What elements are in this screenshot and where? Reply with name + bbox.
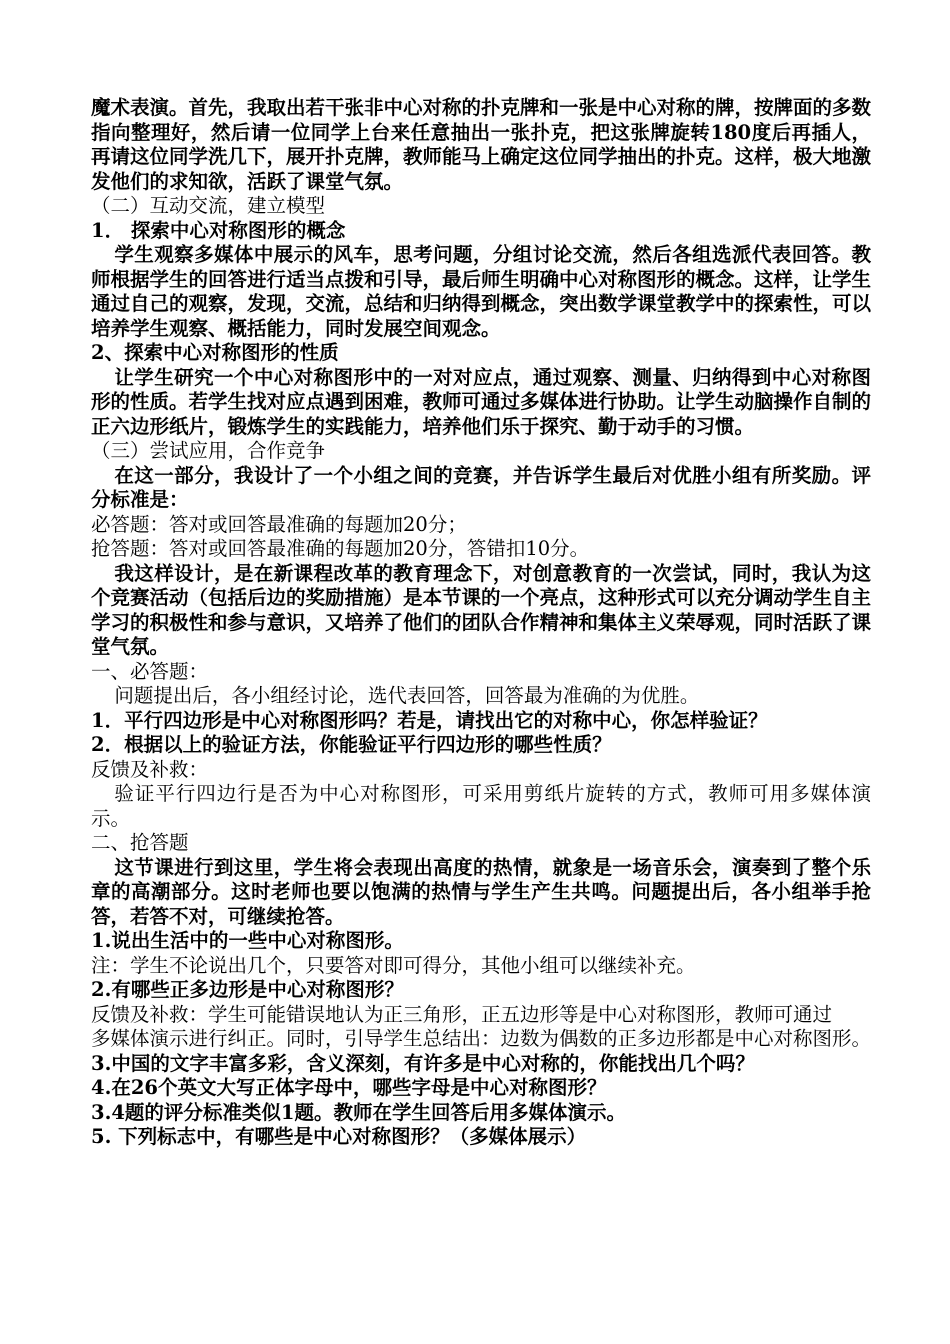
heading-interaction: （二）互动交流，建立模型 <box>91 194 326 217</box>
paragraph-feedback-verify: 验证平行四边行是否为中心对称图形，可采用剪纸片旋转的方式，教师可用多媒体演示。 <box>91 782 871 830</box>
heading-rush-questions: 二、抢答题 <box>91 831 189 854</box>
rule-rush: 抢答题：答对或回答最准确的每题加20分，答错扣10分。 <box>91 537 590 560</box>
question-rush-3: 3.中国的文字丰富多彩，含义深刻，有许多是中心对称的，你能找出几个吗？ <box>91 1051 755 1075</box>
note-rush-1: 注：学生不论说出几个，只要答对即可得分，其他小组可以继续补充。 <box>91 953 696 977</box>
question-rush-1: 1.说出生活中的一些中心对称图形。 <box>91 929 404 952</box>
document-page <box>91 96 871 1150</box>
paragraph-properties: 让学生研究一个中心对称图形中的一对对应点，通过观察、测量、归纳得到中心对称图形的性质。若学生找对应点遇到困难，教师可通过多媒体进行协助。让学生动脑操作自制的正六边形纸片，锻炼学生的实践能力，培养他们乐于探究、勤于动手的习惯。 <box>91 365 872 438</box>
paragraph-design-rationale: 我这样设计，是在新课程改革的教育理念下，对创意教育的一次尝试，同时，我认为这个竞赛活动（包括后边的奖励措施）是本节课的一个亮点，这种形式可以充分调动学生自主学习的积极性和参与意识，又培养了他们的团队合作精神和集体主义荣辱观，同时活跃了课堂气氛。 <box>91 561 872 658</box>
paragraph-magic-show: 魔术表演。首先，我取出若干张非中心对称的扑克牌和一张是中心对称的牌，按牌面的多数指向整理好，然后请一位同学上台来任意抽出一张扑克，把这张牌旋转180度后再插人，再请这位同学洗几下，展开扑克牌，教师能马上确定这位同学抽出的扑克。这样，极大地激发他们的求知欲，活跃了课堂气氛。 <box>91 96 872 193</box>
rule-required: 必答题：答对或回答最准确的每题加20分； <box>91 512 467 536</box>
note-rush-3-4: 3.4题的评分标准类似1题。教师在学生回答后用多媒体演示。 <box>91 1100 626 1124</box>
heading-required-questions: 一、必答题： <box>91 659 209 683</box>
question-rush-5: 5. 下列标志中，有哪些是中心对称图形？（多媒体展示） <box>91 1125 587 1148</box>
paragraph-concept: 学生观察多媒体中展示的风车，思考问题，分组讨论交流，然后各组选派代表回答。教师根据学生的回答进行适当点拨和引导，最后师生明确中心对称图形的概念。这样，让学生通过自己的观察，发现，交流，总结和归纳得到概念，突出数学课堂教学中的探索性，可以培养学生观察、概括能力，同时发展空间观念。 <box>91 243 872 340</box>
subheading-concept: 1． 探索中心对称图形的概念 <box>91 218 346 242</box>
question-rush-2: 2.有哪些正多边形是中心对称图形？ <box>91 978 404 1001</box>
label-feedback: 反馈及补救： <box>91 757 209 781</box>
paragraph-competition: 在这一部分，我设计了一个小组之间的竞赛，并告诉学生最后对优胜小组有所奖励。评分标准是： <box>91 463 871 511</box>
question-required-1: 1．平行四边形是中心对称图形吗？若是，请找出它的对称中心，你怎样验证？ <box>91 708 768 732</box>
question-required-2: 2．根据以上的验证方法，你能验证平行四边形的哪些性质？ <box>91 733 612 756</box>
feedback-rush-2-cont: 多媒体演示进行纠正。同时，引导学生总结出：边数为偶数的正多边形都是中心对称图形。 <box>91 1027 872 1050</box>
subheading-properties: 2、探索中心对称图形的性质 <box>91 341 339 364</box>
feedback-rush-2: 反馈及补救：学生可能错误地认为正三角形，正五边形等是中心对称图形，教师可通过 <box>91 1002 833 1026</box>
paragraph-required-intro: 问题提出后，各小组经讨论，选代表回答，回答最为准确的为优胜。 <box>114 684 700 707</box>
paragraph-rush-intro: 这节课进行到这里，学生将会表现出高度的热情，就象是一场音乐会，演奏到了整个乐章的高潮部分。这时老师也要以饱满的热情与学生产生共鸣。问题提出后，各小组举手抢答，若答不对，可继续抢答。 <box>91 855 871 928</box>
heading-application: （三）尝试应用，合作竞争 <box>91 439 326 462</box>
question-rush-4: 4.在26个英文大写正体字母中，哪些字母是中心对称图形？ <box>91 1076 607 1099</box>
